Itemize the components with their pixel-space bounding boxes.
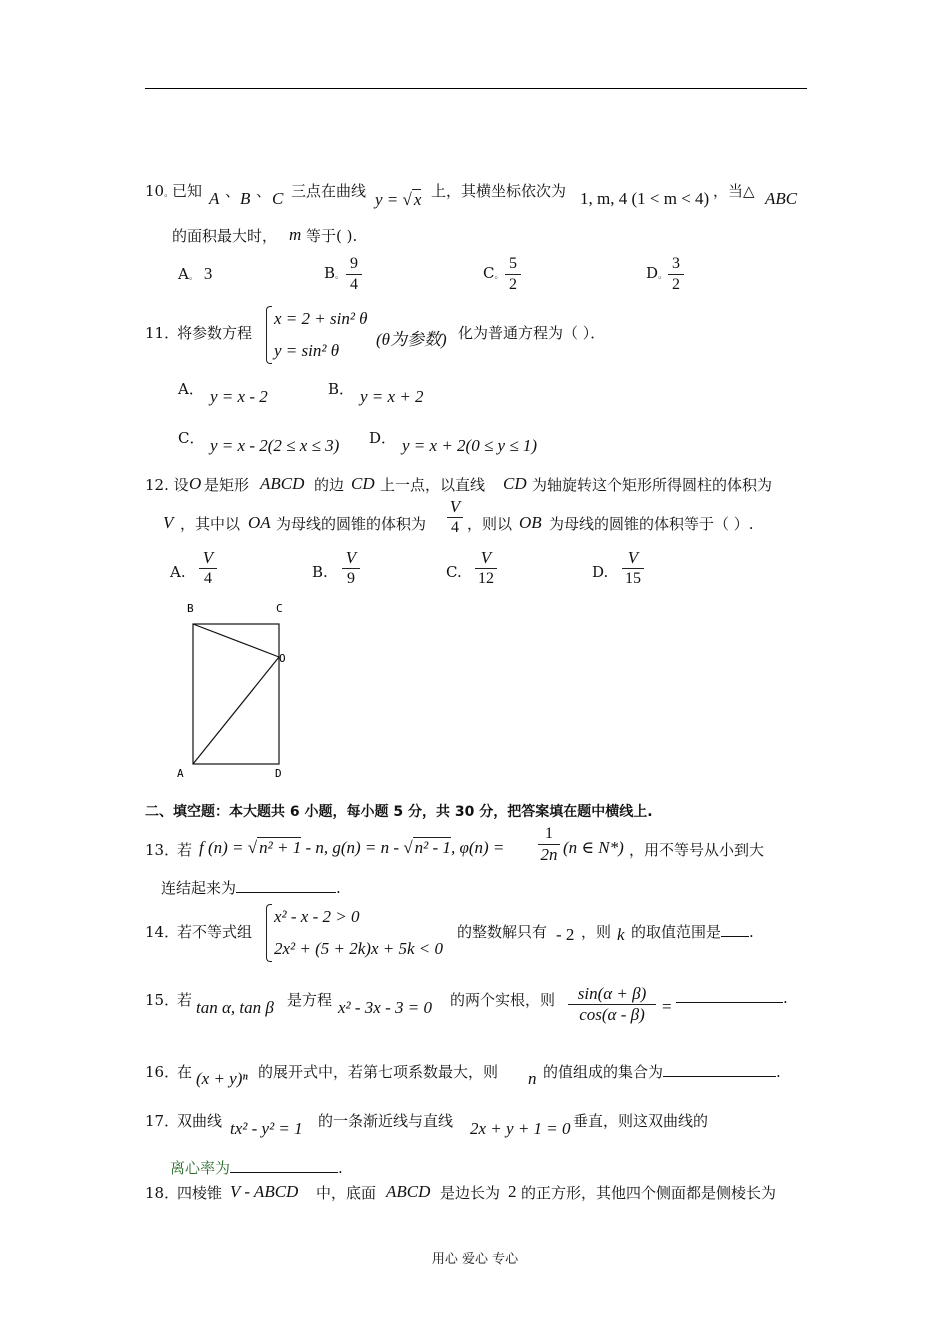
q14-text-4: 的取值范围是 . xyxy=(631,923,754,941)
q18-text-4: 的正方形，其他四个侧面都是侧棱长为 xyxy=(521,1184,777,1202)
rectangle-ABCD xyxy=(193,624,279,764)
q15-fraction: sin(α + β) cos(α - β) xyxy=(568,985,656,1024)
q18-text-3: 是边长为 xyxy=(440,1184,501,1202)
q11-option-B: y = x + 2 xyxy=(360,387,424,406)
q12-line2c: ，则以 xyxy=(467,515,513,533)
q13-fraction: 1 2n xyxy=(538,825,560,864)
q14-text-3: ，则 xyxy=(581,923,612,941)
q17-text-1: 双曲线 xyxy=(177,1112,223,1130)
q14-brace xyxy=(266,904,272,962)
segment-OA xyxy=(193,657,279,764)
q12-line1d: 上一点，以直线 xyxy=(380,476,486,494)
q13-answer-blank[interactable] xyxy=(236,892,336,893)
q10-line2a: 的面积最大时， xyxy=(172,227,278,245)
q10-option-C-label[interactable]: C。 xyxy=(483,264,504,282)
q17-answer-blank[interactable] xyxy=(230,1172,338,1173)
q10-sep-2: 、 xyxy=(256,182,272,200)
q12-option-B-label[interactable]: B. xyxy=(312,563,328,581)
q14-eq-1: x² - x - 2 > 0 xyxy=(274,907,360,926)
q10-sep-1: 、 xyxy=(225,182,241,200)
q10-option-C-value: 5 2 xyxy=(505,255,521,294)
q18-base: ABCD xyxy=(386,1182,431,1201)
q15-text-3: 的两个实根，则 xyxy=(450,991,556,1009)
q12-option-D: V 15 xyxy=(622,549,644,588)
q12-option-C-label[interactable]: C. xyxy=(446,563,462,581)
q17-hyperbola: tx² - y² = 1 xyxy=(230,1119,303,1138)
q11-option-C: y = x - 2(2 ≤ x ≤ 3) xyxy=(210,436,340,455)
fig-label-C: C xyxy=(276,602,283,615)
q10-point-A: A xyxy=(209,189,220,208)
q12-line2b: 为母线的圆锥的体积为 xyxy=(276,515,427,533)
q18-text-2: 中，底面 xyxy=(316,1184,377,1202)
q12-line2d: 为母线的圆锥的体积等于（ ）. xyxy=(549,515,754,533)
q12-CD-2: CD xyxy=(503,474,527,493)
q10-option-B-label[interactable]: B。 xyxy=(324,264,345,282)
q12-option-D-label[interactable]: D. xyxy=(592,563,609,581)
fig-label-D: D xyxy=(275,767,282,780)
q10-option-A[interactable]: A。 3 xyxy=(178,264,213,283)
q12-CD: CD xyxy=(351,474,375,493)
page-footer: 用心 爱心 专心 xyxy=(431,1252,519,1267)
q10-option-D-value: 3 2 xyxy=(668,255,684,294)
q11-eq-1: x = 2 + sin² θ xyxy=(274,309,368,328)
q10-option-B-value: 9 4 xyxy=(346,255,362,294)
q10-text-4: ，当△ xyxy=(713,182,755,200)
q16-text-3: 的值组成的集合为 . xyxy=(543,1063,781,1081)
q16-text-1: 在 xyxy=(177,1063,193,1081)
q14-text-1: 若不等式组 xyxy=(177,923,253,941)
q12-O: O xyxy=(189,474,202,493)
q12-OA: OA xyxy=(248,513,271,532)
q14-text-2: 的整数解只有 xyxy=(457,923,548,941)
q12-V: V xyxy=(163,513,174,532)
q15-text-2: 是方程 xyxy=(287,991,333,1009)
q13-functions: f (n) = √ n² + 1 - n, g(n) = n - √ n² - 1, φ(n) = xyxy=(199,838,505,857)
q12-line1a: 12. 设 xyxy=(145,476,189,494)
q10-curve: y = √ x xyxy=(375,190,422,209)
q12-line1e: 为轴旋转这个矩形所得圆柱的体积为 xyxy=(532,476,773,494)
header-rule xyxy=(145,88,807,89)
q12-OB: OB xyxy=(519,513,542,532)
q12-option-A: V 4 xyxy=(199,549,217,588)
q13-text-2: ，用不等号从小到大 xyxy=(629,841,765,859)
q17-line: 2x + y + 1 = 0 xyxy=(470,1119,571,1138)
q10-triangle: ABC xyxy=(765,189,798,208)
q12-line1b: 是矩形 xyxy=(204,476,250,494)
q12-fraction: V 4 xyxy=(447,498,463,537)
fig-label-O: O xyxy=(279,652,286,665)
q15-equals: = xyxy=(662,997,672,1016)
q12-line1c: 的边 xyxy=(314,476,345,494)
q10-var-m: m xyxy=(289,225,302,244)
q17-text-3: 垂直，则这双曲线的 xyxy=(573,1112,709,1130)
q18-pyramid: V - ABCD xyxy=(230,1182,299,1201)
q18-text-1: 四棱锥 xyxy=(177,1184,223,1202)
q14-k: k xyxy=(617,925,625,944)
q12-ABCD: ABCD xyxy=(260,474,305,493)
q10-text-1: 已知 xyxy=(172,182,203,200)
q14-number: 14． xyxy=(145,923,180,941)
q13-domain: (n ∈ N*) xyxy=(563,838,624,857)
q16-number: 16． xyxy=(145,1063,180,1081)
q10-line2b: 等于( ). xyxy=(306,227,358,245)
q16-n: n xyxy=(528,1069,537,1088)
q11-eq-2: y = sin² θ xyxy=(274,341,340,360)
q15-equation: x² - 3x - 3 = 0 xyxy=(338,998,432,1017)
q16-answer-blank[interactable] xyxy=(663,1076,776,1077)
q10-point-B: B xyxy=(240,189,251,208)
q13-number: 13． xyxy=(145,841,180,859)
q17-text-2: 的一条渐近线与直线 xyxy=(318,1112,454,1130)
q10-point-C: C xyxy=(272,189,284,208)
q11-option-B-label[interactable]: B． xyxy=(328,380,355,398)
q14-answer-blank[interactable] xyxy=(721,936,749,937)
q11-option-C-label[interactable]: C． xyxy=(178,429,205,447)
q10-text-2: 三点在曲线 xyxy=(291,182,367,200)
q13-text-1: 若 xyxy=(177,841,193,859)
q14-value: - 2 xyxy=(556,925,575,944)
fig-label-B: B xyxy=(187,602,194,615)
q15-roots: tan α, tan β xyxy=(196,998,274,1017)
q18-number: 18． xyxy=(145,1184,180,1202)
q15-text-1: 若 xyxy=(177,991,193,1009)
q15-blank-wrap: . xyxy=(676,989,788,1007)
q11-param: (θ为参数) xyxy=(376,330,447,349)
q12-option-A-label[interactable]: A. xyxy=(170,563,186,581)
q15-answer-blank[interactable] xyxy=(676,1002,783,1003)
q11-option-D-label[interactable]: D． xyxy=(369,429,397,447)
q13-line2: 连结起来为 . xyxy=(161,879,341,897)
q12-rectangle-figure xyxy=(170,598,300,784)
q16-expression: (x + y)ⁿ xyxy=(196,1069,248,1088)
fig-label-A: A xyxy=(177,767,184,780)
q15-number: 15． xyxy=(145,991,180,1009)
q11-text-2: 化为普通方程为（ ）． xyxy=(458,324,606,342)
q10-coords: 1, m, 4 (1 < m < 4) xyxy=(580,189,710,208)
q11-text-1: 将参数方程 xyxy=(177,324,253,342)
q11-brace xyxy=(266,306,272,364)
q12-line2a: ，其中以 xyxy=(180,515,241,533)
q11-number: 11． xyxy=(145,324,180,342)
section-2-heading: 二、填空题：本大题共 6 小题，每小题 5 分，共 30 分，把答案填在题中横线上. xyxy=(145,804,653,820)
q16-text-2: 的展开式中，若第七项系数最大，则 xyxy=(258,1063,499,1081)
q17-line2: 离心率为 . xyxy=(170,1159,343,1177)
q11-option-A: y = x - 2 xyxy=(210,387,268,406)
segment-OB xyxy=(193,624,279,657)
q11-option-A-label[interactable]: A． xyxy=(178,380,204,398)
q10-option-D-label[interactable]: D。 xyxy=(646,264,668,282)
q12-option-C: V 12 xyxy=(475,549,497,588)
q18-side: 2 xyxy=(508,1182,517,1201)
q17-number: 17． xyxy=(145,1112,180,1130)
q10-text-3: 上，其横坐标依次为 xyxy=(431,182,567,200)
q11-option-D: y = x + 2(0 ≤ y ≤ 1) xyxy=(402,436,538,455)
q10-number: 10。 xyxy=(145,182,174,200)
q12-option-B: V 9 xyxy=(342,549,360,588)
q14-eq-2: 2x² + (5 + 2k)x + 5k < 0 xyxy=(274,939,443,958)
